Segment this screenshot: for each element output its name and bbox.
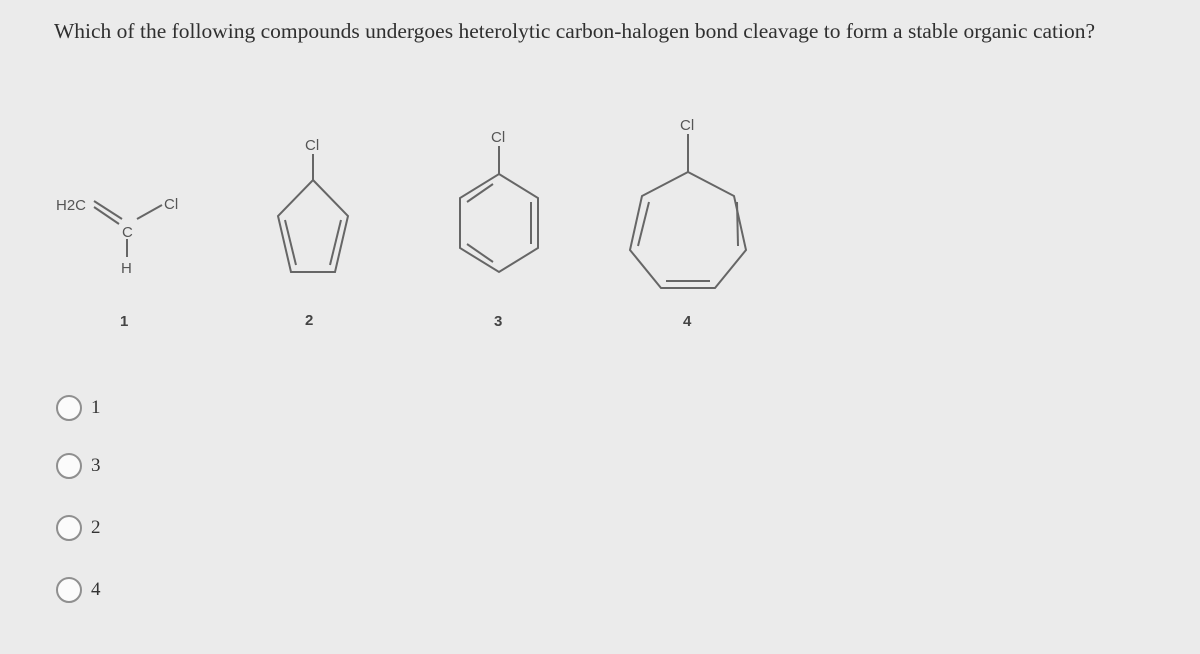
atom-cl-4: Cl xyxy=(680,117,695,134)
option-label: 1 xyxy=(91,397,101,418)
compound-1-number: 1 xyxy=(120,313,129,330)
option-label: 4 xyxy=(91,579,101,600)
compound-3-number: 3 xyxy=(494,313,503,330)
option-label: 3 xyxy=(91,455,101,476)
option-4[interactable] xyxy=(56,573,101,607)
atom-h: H xyxy=(121,260,132,277)
atom-cl-3: Cl xyxy=(491,129,506,146)
atom-cl-2: Cl xyxy=(305,137,320,154)
radio-button[interactable] xyxy=(56,395,82,421)
atom-h2c: H2C xyxy=(56,197,87,214)
radio-button[interactable] xyxy=(56,515,82,541)
compound-4-number: 4 xyxy=(683,313,692,330)
radio-button[interactable] xyxy=(56,577,82,603)
option-2[interactable] xyxy=(56,511,101,545)
option-1[interactable] xyxy=(56,391,101,425)
question-text: Which of the following compounds undergoes heterolytic carbon-halogen bond cleavage to form a stable organic cation? xyxy=(54,19,1096,43)
atom-c: C xyxy=(122,224,133,241)
option-label: 2 xyxy=(91,517,101,538)
compound-2-number: 2 xyxy=(305,312,314,329)
compound-3-structure xyxy=(440,122,560,332)
compound-4-structure xyxy=(620,110,760,330)
option-3[interactable] xyxy=(56,449,101,483)
radio-button[interactable] xyxy=(56,453,82,479)
atom-cl-1: Cl xyxy=(164,196,179,213)
compound-2-structure xyxy=(260,130,370,335)
compound-1-structure xyxy=(40,175,220,335)
